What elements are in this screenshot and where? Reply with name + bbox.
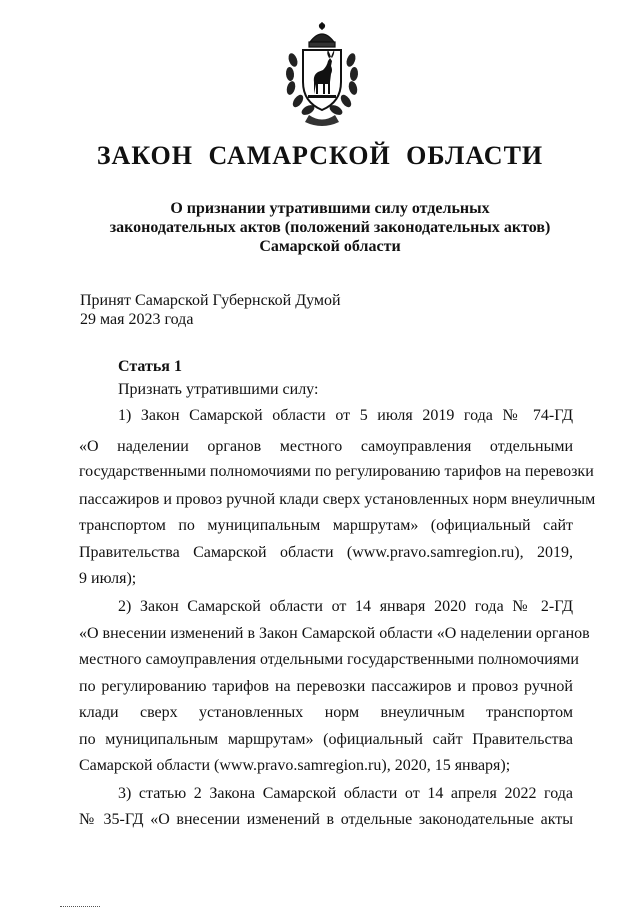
- text-line: Правительства Самарской области (www.pravo.samregion.ru), 2019,: [79, 544, 573, 561]
- adoption-note: [80, 291, 341, 329]
- adoption-line: Принят Самарской Губернской Думой: [80, 292, 341, 309]
- text-line: государственными полномочиями по регулированию тарифов на перевозки: [79, 463, 594, 480]
- subtitle-line: законодательных актов (положений законодательных актов): [109, 219, 551, 236]
- law-title: ЗАКОН САМАРСКОЙ ОБЛАСТИ: [96, 141, 544, 170]
- text-line: 1) Закон Самарской области от 5 июля 2019 года № 74-ГД: [118, 407, 573, 424]
- article-heading: Статья 1: [118, 358, 182, 375]
- law-subtitle: [80, 199, 580, 256]
- text-line: 2) Закон Самарской области от 14 января 2020 года № 2-ГД: [118, 598, 573, 615]
- text-line: местного самоуправления отдельными государственными полномочиями: [79, 651, 579, 668]
- text-line: 9 июля);: [79, 570, 137, 587]
- text-line: «О наделении органов местного самоуправления отдельными: [79, 438, 573, 455]
- text-line: «О внесении изменений в Закон Самарской области «О наделении органов: [79, 625, 590, 642]
- text-line: транспортом по муниципальным маршрутам» (официальный сайт: [79, 517, 573, 534]
- text-line: Самарской области (www.pravo.samregion.ru), 2020, 15 января);: [79, 757, 511, 774]
- text-line: клади сверх установленных норм внеуличным транспортом: [79, 704, 573, 721]
- subtitle-line: Самарской области: [259, 238, 401, 255]
- subtitle-line: О признании утратившими силу отдельных: [170, 200, 490, 217]
- adoption-date: 29 мая 2023 года: [80, 311, 194, 328]
- text-line: № 35-ГД «О внесении изменений в отдельные законодательные акты: [79, 811, 573, 828]
- text-line: 3) статью 2 Закона Самарской области от 14 апреля 2022 года: [118, 785, 573, 802]
- coat-of-arms-icon: [281, 20, 363, 128]
- text-line: по регулированию тарифов на перевозки пассажиров и провоз ручной: [79, 678, 573, 695]
- scan-artifact-line: [60, 906, 100, 909]
- text-line: пассажиров и провоз ручной клади сверх установленных норм внеуличным: [79, 491, 596, 508]
- text-line: по муниципальным маршрутам» (официальный сайт Правительства: [79, 731, 573, 748]
- article-intro: Признать утратившими силу:: [118, 381, 319, 398]
